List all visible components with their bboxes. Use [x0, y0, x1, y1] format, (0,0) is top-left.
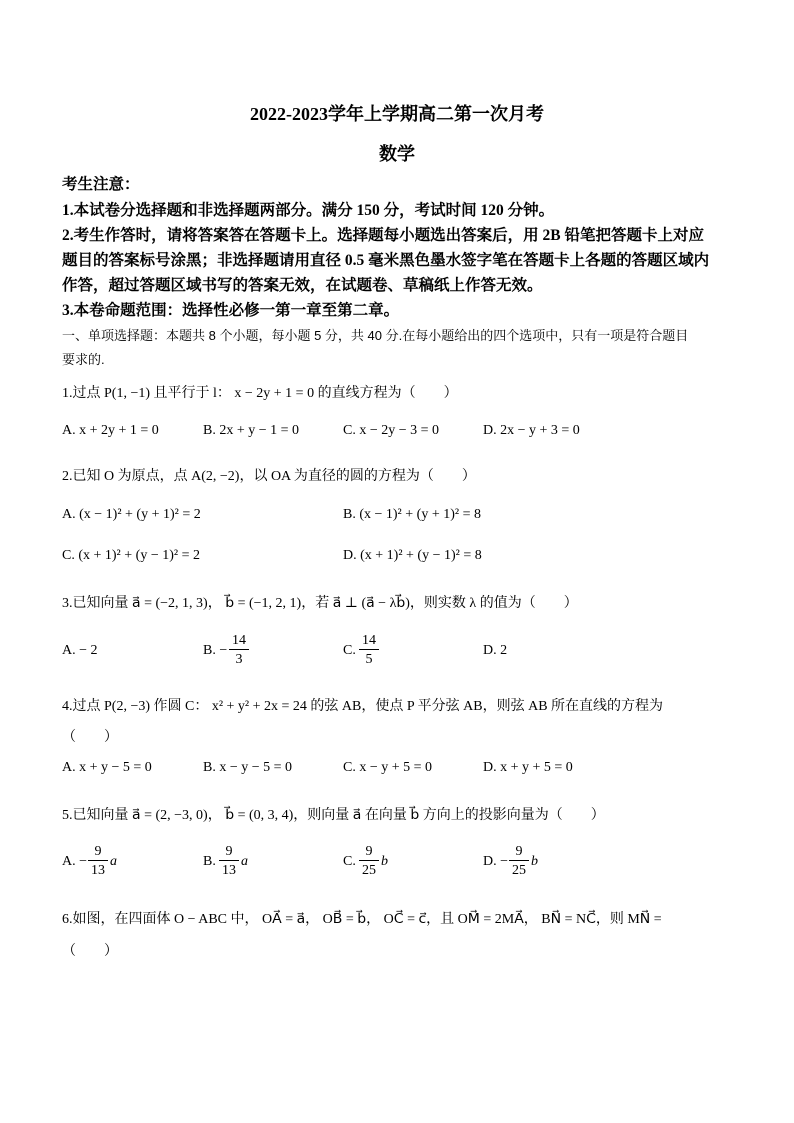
notice-item-2-line-3: 作答，超过答题区域书写的答案无效，在试题卷、草稿纸上作答无效。 [62, 277, 543, 294]
fraction-denominator: 25 [362, 863, 376, 878]
fraction-numerator: 9 [88, 843, 108, 861]
vector-symbol: a⃗ [241, 854, 259, 869]
question-6-stem-line-2: （ ） [62, 944, 118, 959]
section-1-instructions-line-2: 要求的. [62, 352, 105, 367]
section-1-instructions-line-1: 一、单项选择题：本题共 8 个小题，每小题 5 分，共 40 分.在每小题给出的四个选项中，只有一项是符合题目 [62, 328, 689, 343]
question-4-stem-line-2: （ ） [62, 730, 118, 745]
fraction-denominator: 3 [235, 652, 243, 667]
question-4-option-b: B. x − y − 5 = 0 [203, 760, 293, 775]
option-label: B. [203, 854, 216, 869]
notice-item-3: 3.本卷命题范围：选择性必修一第一章至第二章。 [62, 302, 400, 319]
fraction-numerator: 14 [359, 632, 379, 650]
question-2-option-b: B. (x − 1)² + (y + 1)² = 8 [343, 507, 481, 522]
question-1-option-b: B. 2x + y − 1 = 0 [203, 423, 300, 438]
fraction-denominator: 13 [222, 863, 236, 878]
question-2-option-d: D. (x + 1)² + (y − 1)² = 8 [343, 548, 482, 563]
option-label: C. [343, 643, 356, 658]
option-label: D. − [483, 854, 509, 869]
option-label: B. − [203, 643, 228, 658]
fraction-denominator: 13 [91, 863, 105, 878]
question-5-stem: 5.已知向量 a⃗ = (2, −3, 0)， b⃗ = (0, 3, 4)，则向量 a⃗ 在向量 b⃗ 方向上的投影向量为（ ） [62, 808, 605, 823]
fraction-numerator: 9 [219, 843, 239, 861]
question-2-stem: 2.已知 O 为原点，点 A(2, −2)，以 OA 为直径的圆的方程为（ ） [62, 469, 476, 484]
notice-item-2-line-2: 题目的答案标号涂黑；非选择题请用直径 0.5 毫米黑色墨水签字笔在答题卡上各题的答题区域内 [62, 252, 710, 269]
fraction-numerator: 9 [359, 843, 379, 861]
question-3-option-d: D. 2 [483, 643, 508, 658]
question-1-option-c: C. x − 2y − 3 = 0 [343, 423, 440, 438]
question-1-option-a: A. x + 2y + 1 = 0 [62, 423, 159, 438]
question-6-stem-line-1: 6.如图，在四面体 O − ABC 中， OA⃗ = a⃗， OB⃗ = b⃗， OC⃗ = c⃗，且 OM⃗ = 2MA⃗， BN⃗ = NC⃗，则 MN⃗ = [62, 912, 662, 927]
question-4-stem-line-1: 4.过点 P(2, −3) 作圆 C： x² + y² + 2x = 24 的弦 AB，使点 P 平分弦 AB，则弦 AB 所在直线的方程为 [62, 699, 664, 714]
vector-symbol: b⃗ [381, 854, 399, 869]
notice-item-2-line-1: 2.考生作答时，请将答案答在答题卡上。选择题每小题选出答案后，用 2B 铅笔把答题卡上对应 [62, 227, 704, 244]
fraction-numerator: 14 [229, 632, 249, 650]
vector-symbol: b⃗ [531, 854, 549, 869]
question-4-option-a: A. x + y − 5 = 0 [62, 760, 152, 775]
question-3-stem: 3.已知向量 a⃗ = (−2, 1, 3)， b⃗ = (−1, 2, 1)，若 a⃗ ⊥ (a⃗ − λb⃗)，则实数 λ 的值为（ ） [62, 596, 578, 611]
notice-heading: 考生注意： [62, 176, 140, 193]
exam-title: 2022-2023学年上学期高二第一次月考 [250, 104, 544, 124]
question-4-option-c: C. x − y + 5 = 0 [343, 760, 433, 775]
question-2-option-c: C. (x + 1)² + (y − 1)² = 2 [62, 548, 200, 563]
question-2-option-a: A. (x − 1)² + (y + 1)² = 2 [62, 507, 201, 522]
notice-item-1: 1.本试卷分选择题和非选择题两部分。满分 150 分，考试时间 120 分钟。 [62, 202, 555, 219]
question-3-option-a: A. − 2 [62, 643, 98, 658]
option-label: C. [343, 854, 356, 869]
vector-symbol: a⃗ [110, 854, 128, 869]
fraction-numerator: 9 [509, 843, 529, 861]
question-1-stem: 1.过点 P(1, −1) 且平行于 l： x − 2y + 1 = 0 的直线方程为（ ） [62, 386, 458, 401]
fraction-denominator: 5 [365, 652, 373, 667]
fraction-denominator: 25 [512, 863, 526, 878]
option-label: A. − [62, 854, 88, 869]
question-4-option-d: D. x + y + 5 = 0 [483, 760, 573, 775]
subject-title: 数学 [379, 144, 415, 164]
question-1-option-d: D. 2x − y + 3 = 0 [483, 423, 580, 438]
